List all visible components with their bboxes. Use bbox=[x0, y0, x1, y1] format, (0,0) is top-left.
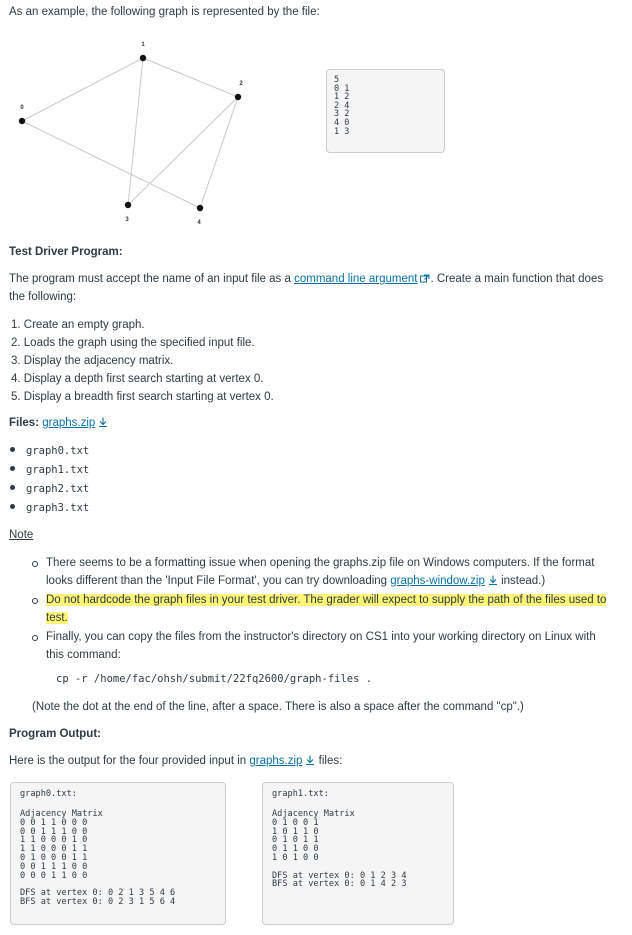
program-output-heading: Program Output: bbox=[9, 728, 101, 740]
download-icon[interactable] bbox=[488, 575, 498, 585]
program-output-line: Here is the output for the four provided input in graphs.zip files: bbox=[9, 755, 343, 767]
bfs-line: BFS at vertex 0: 0 2 3 1 5 6 4 bbox=[20, 896, 176, 907]
graph-file-box bbox=[326, 69, 445, 153]
bullet-icon bbox=[10, 485, 15, 490]
command-line-argument-link[interactable]: command line argument bbox=[294, 273, 418, 285]
files-list bbox=[10, 444, 89, 520]
note-item: There seems to be a formatting issue when opening the graphs.zip file on Windows computers. If the format looks different than the 'Input File Format', you can try downloading graphs-window.zip instead.) bbox=[32, 555, 632, 590]
matrix-row: 0 0 1 1 0 0 0 bbox=[20, 817, 88, 828]
matrix-row: 1 0 1 1 0 bbox=[272, 826, 319, 837]
output-box-graph0 bbox=[10, 782, 226, 925]
graphs-zip-link-2[interactable]: graphs.zip bbox=[249, 755, 303, 767]
file-item: graph2.txt bbox=[10, 482, 89, 501]
steps-list bbox=[11, 318, 274, 408]
graph-nodes bbox=[19, 42, 244, 226]
vertex-label: 1 bbox=[141, 42, 145, 48]
file-line: 2 4 bbox=[334, 100, 350, 111]
note-heading: Note bbox=[9, 529, 34, 541]
matrix-row: 0 1 0 1 1 bbox=[272, 835, 319, 846]
file-item: graph3.txt bbox=[10, 501, 89, 520]
matrix-label: Adjacency Matrix bbox=[272, 809, 355, 819]
step-item: 2. Loads the graph using the specified input file. bbox=[11, 337, 255, 349]
graph-vertex bbox=[235, 94, 241, 100]
graph-vertex bbox=[140, 55, 146, 61]
graph-edge bbox=[22, 121, 200, 208]
output-box-graph1 bbox=[262, 782, 454, 925]
test-driver-heading: Test Driver Program: bbox=[9, 246, 123, 258]
output-title: graph0.txt: bbox=[20, 789, 77, 799]
dfs-line: DFS at vertex 0: 0 1 2 3 4 bbox=[272, 870, 407, 881]
step-item: 5. Display a breadth first search starting at vertex 0. bbox=[11, 391, 274, 403]
graph-edge bbox=[22, 58, 143, 121]
test-driver-paragraph: The program must accept the name of an input file as a command line argument . Create a main function that does bbox=[9, 273, 604, 285]
file-item: graph0.txt bbox=[10, 444, 89, 463]
matrix-row: 1 0 1 0 0 bbox=[272, 852, 319, 863]
matrix-row: 0 1 0 0 1 bbox=[272, 817, 319, 828]
bullet-icon bbox=[10, 466, 15, 471]
file-line: 4 0 bbox=[334, 117, 350, 128]
note-item: Finally, you can copy the files from the instructor's directory on CS1 into your working directory on Linux with this command: bbox=[32, 629, 632, 664]
dfs-line: DFS at vertex 0: 0 2 1 3 5 4 6 bbox=[20, 888, 176, 899]
matrix-label: Adjacency Matrix bbox=[20, 809, 103, 819]
matrix-row: 0 1 1 0 0 bbox=[272, 844, 319, 855]
graph-edge bbox=[128, 58, 143, 205]
vertex-label: 3 bbox=[125, 217, 129, 223]
file-line: 1 2 bbox=[334, 92, 350, 103]
notes-list bbox=[32, 555, 632, 666]
bfs-line: BFS at vertex 0: 0 1 4 2 3 bbox=[272, 879, 407, 890]
note-item: Do not hardcode the graph files in your test driver. The grader will expect to supply the path of the files used to test. bbox=[32, 592, 632, 627]
circle-bullet-icon bbox=[32, 635, 38, 641]
note-after: (Note the dot at the end of the line, after a space. There is also a space after the command "cp".) bbox=[32, 701, 524, 713]
step-item: 4. Display a depth first search starting at vertex 0. bbox=[11, 373, 264, 385]
example-graph bbox=[0, 30, 260, 230]
files-label: Files: bbox=[9, 417, 40, 429]
vertex-label: 0 bbox=[20, 105, 24, 111]
matrix-row: 0 0 0 1 1 0 0 bbox=[20, 870, 88, 881]
output-title: graph1.txt: bbox=[272, 789, 329, 799]
graph-edges bbox=[22, 58, 238, 208]
file-line: 0 1 bbox=[334, 83, 350, 94]
graph-vertex bbox=[197, 205, 203, 211]
circle-bullet-icon bbox=[32, 598, 38, 604]
step-item: 1. Create an empty graph. bbox=[11, 319, 145, 331]
intro-text: As an example, the following graph is represented by the file: bbox=[9, 6, 320, 18]
graph-vertex bbox=[19, 118, 25, 124]
matrix-row: 0 1 0 0 0 1 1 bbox=[20, 852, 88, 863]
file-item: graph1.txt bbox=[10, 463, 89, 482]
graphs-zip-link[interactable]: graphs.zip bbox=[42, 417, 96, 429]
graph-edge bbox=[143, 58, 238, 97]
matrix-row: 1 1 0 0 0 1 0 bbox=[20, 835, 88, 846]
vertex-label: 2 bbox=[239, 81, 243, 87]
external-link-icon bbox=[420, 274, 430, 283]
bullet-icon bbox=[10, 504, 15, 509]
copy-command: cp -r /home/fac/ohsh/submit/22fq2600/graph-files . bbox=[56, 673, 373, 685]
vertex-label: 4 bbox=[197, 220, 201, 226]
graph-vertex bbox=[125, 202, 131, 208]
matrix-row: 1 1 0 0 0 1 1 bbox=[20, 844, 88, 855]
test-driver-paragraph-line2: the following: bbox=[9, 291, 77, 303]
download-icon[interactable] bbox=[98, 417, 108, 427]
graphs-window-zip-link[interactable]: graphs-window.zip bbox=[390, 574, 485, 587]
bullet-icon bbox=[10, 447, 15, 452]
graph-edge bbox=[128, 97, 238, 205]
download-icon[interactable] bbox=[305, 755, 315, 765]
matrix-row: 0 0 1 1 1 0 0 bbox=[20, 826, 88, 837]
files-line bbox=[9, 417, 108, 429]
file-line: 1 3 bbox=[334, 126, 350, 137]
file-line: 5 bbox=[334, 75, 340, 85]
matrix-row: 0 0 1 1 1 0 0 bbox=[20, 861, 88, 872]
step-item: 3. Display the adjacency matrix. bbox=[11, 355, 174, 367]
graph-edge bbox=[200, 97, 238, 208]
file-line: 3 2 bbox=[334, 109, 350, 120]
circle-bullet-icon bbox=[32, 561, 38, 567]
